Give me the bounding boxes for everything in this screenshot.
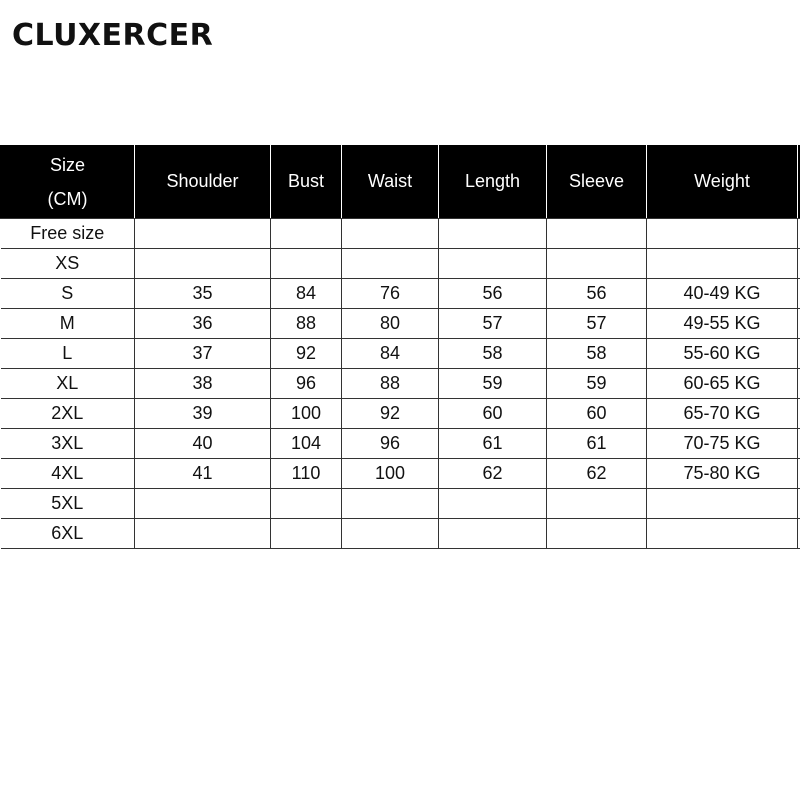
cell-weight xyxy=(647,519,798,549)
cell-waist: 96 xyxy=(342,429,439,459)
cell-shoulder xyxy=(135,249,271,279)
cell-bust: 96 xyxy=(271,369,342,399)
cell-size: M xyxy=(1,309,135,339)
cell-sleeve xyxy=(547,489,647,519)
cell-bust: 100 xyxy=(271,399,342,429)
cell-shoulder: 38 xyxy=(135,369,271,399)
table-row xyxy=(1,429,800,459)
cell-sleeve: 58 xyxy=(547,339,647,369)
header-length: Length xyxy=(439,145,547,219)
cell-bust: 104 xyxy=(271,429,342,459)
size-chart-table xyxy=(0,144,800,549)
cell-size: 2XL xyxy=(1,399,135,429)
cell-waist: 80 xyxy=(342,309,439,339)
cell-shoulder: 41 xyxy=(135,459,271,489)
table-row xyxy=(1,369,800,399)
cell-bust xyxy=(271,219,342,249)
cell-length: 60 xyxy=(439,399,547,429)
brand-logo: CLUXERCER xyxy=(12,18,214,53)
cell-bust xyxy=(271,519,342,549)
cell-weight xyxy=(647,489,798,519)
header-size-unit: (CM) xyxy=(47,188,88,209)
header-row xyxy=(1,145,800,219)
cell-length xyxy=(439,519,547,549)
cell-weight: 40-49 KG xyxy=(647,279,798,309)
cell-length xyxy=(439,219,547,249)
cell-length xyxy=(439,249,547,279)
table-row xyxy=(1,219,800,249)
header-size xyxy=(1,145,135,219)
cell-length: 58 xyxy=(439,339,547,369)
cell-size: 4XL xyxy=(1,459,135,489)
cell-bust xyxy=(271,489,342,519)
table-row xyxy=(1,399,800,429)
cell-weight: 65-70 KG xyxy=(647,399,798,429)
cell-weight xyxy=(647,249,798,279)
cell-weight: 60-65 KG xyxy=(647,369,798,399)
cell-sleeve: 59 xyxy=(547,369,647,399)
cell-sleeve: 61 xyxy=(547,429,647,459)
cell-shoulder: 35 xyxy=(135,279,271,309)
cell-shoulder xyxy=(135,519,271,549)
table-row xyxy=(1,249,800,279)
cell-length: 56 xyxy=(439,279,547,309)
cell-waist: 92 xyxy=(342,399,439,429)
cell-length xyxy=(439,489,547,519)
cell-sleeve xyxy=(547,249,647,279)
cell-shoulder xyxy=(135,219,271,249)
table-row xyxy=(1,279,800,309)
cell-waist xyxy=(342,219,439,249)
table-row xyxy=(1,459,800,489)
cell-shoulder: 36 xyxy=(135,309,271,339)
table-body xyxy=(1,219,800,549)
header-shoulder: Shoulder xyxy=(135,145,271,219)
cell-size: 3XL xyxy=(1,429,135,459)
cell-weight: 70-75 KG xyxy=(647,429,798,459)
cell-shoulder xyxy=(135,489,271,519)
cell-weight: 55-60 KG xyxy=(647,339,798,369)
cell-size: XS xyxy=(1,249,135,279)
cell-sleeve: 57 xyxy=(547,309,647,339)
header-bust: Bust xyxy=(271,145,342,219)
cell-waist xyxy=(342,249,439,279)
cell-weight: 75-80 KG xyxy=(647,459,798,489)
cell-sleeve: 56 xyxy=(547,279,647,309)
cell-waist: 100 xyxy=(342,459,439,489)
cell-size: S xyxy=(1,279,135,309)
cell-length: 59 xyxy=(439,369,547,399)
cell-size: XL xyxy=(1,369,135,399)
header-waist: Waist xyxy=(342,145,439,219)
cell-sleeve xyxy=(547,219,647,249)
cell-length: 61 xyxy=(439,429,547,459)
cell-waist: 76 xyxy=(342,279,439,309)
cell-size: Free size xyxy=(1,219,135,249)
cell-sleeve: 62 xyxy=(547,459,647,489)
table-row xyxy=(1,489,800,519)
cell-sleeve: 60 xyxy=(547,399,647,429)
cell-weight xyxy=(647,219,798,249)
cell-bust: 84 xyxy=(271,279,342,309)
table-row xyxy=(1,519,800,549)
cell-bust: 88 xyxy=(271,309,342,339)
cell-waist xyxy=(342,489,439,519)
table-row xyxy=(1,339,800,369)
header-weight: Weight xyxy=(647,145,798,219)
cell-size: 5XL xyxy=(1,489,135,519)
cell-bust xyxy=(271,249,342,279)
cell-sleeve xyxy=(547,519,647,549)
cell-waist xyxy=(342,519,439,549)
cell-weight: 49-55 KG xyxy=(647,309,798,339)
header-sleeve: Sleeve xyxy=(547,145,647,219)
cell-waist: 84 xyxy=(342,339,439,369)
cell-shoulder: 39 xyxy=(135,399,271,429)
cell-bust: 110 xyxy=(271,459,342,489)
cell-shoulder: 40 xyxy=(135,429,271,459)
cell-bust: 92 xyxy=(271,339,342,369)
cell-length: 62 xyxy=(439,459,547,489)
cell-length: 57 xyxy=(439,309,547,339)
header-size-label: Size xyxy=(49,154,85,175)
cell-shoulder: 37 xyxy=(135,339,271,369)
table-row xyxy=(1,309,800,339)
cell-size: 6XL xyxy=(1,519,135,549)
cell-size: L xyxy=(1,339,135,369)
cell-waist: 88 xyxy=(342,369,439,399)
